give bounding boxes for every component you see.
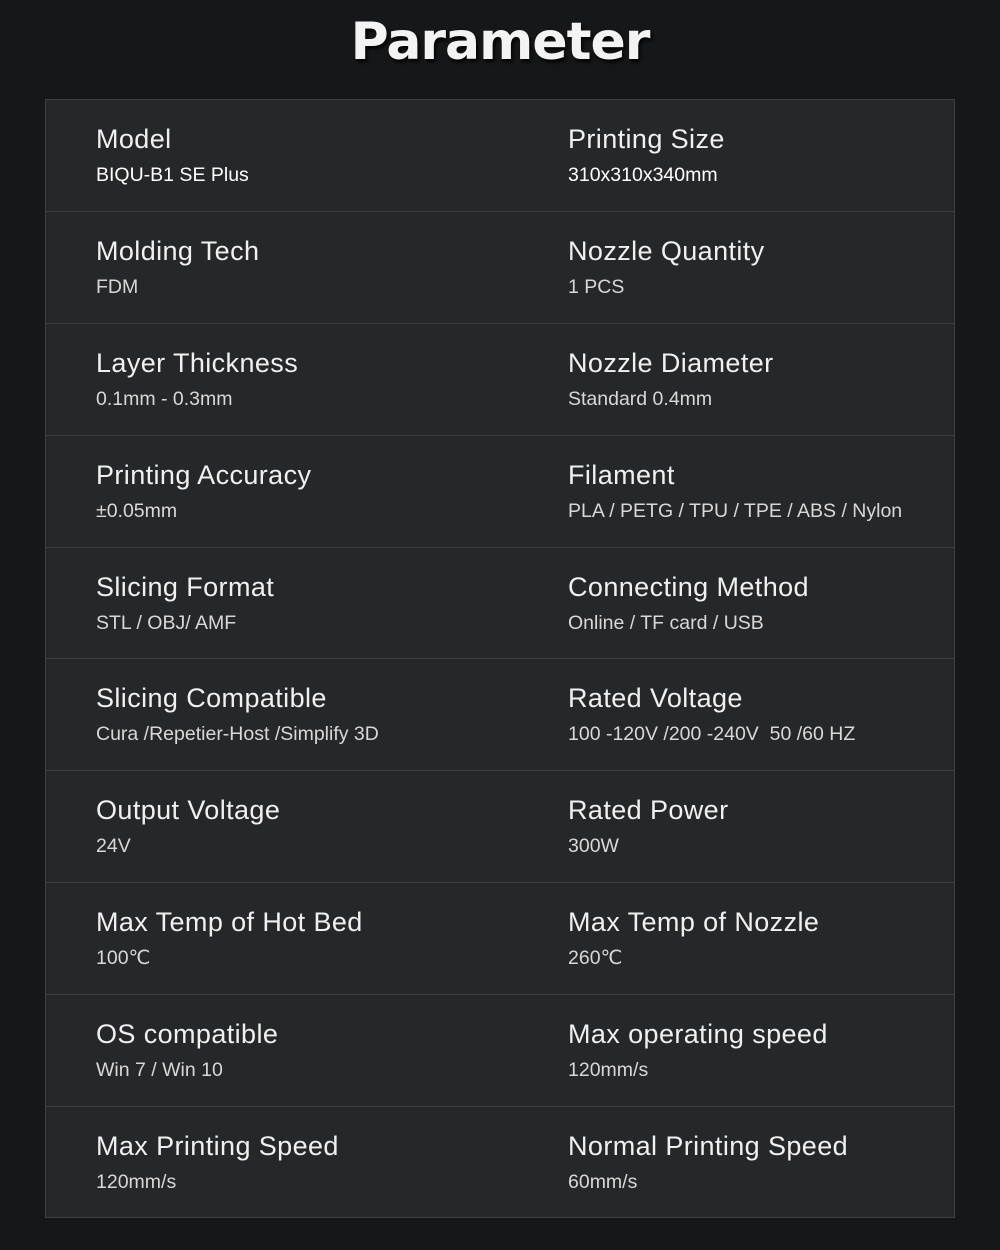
spec-row bbox=[46, 324, 954, 436]
spec-item-max-temp-hot-bed bbox=[96, 883, 536, 994]
spec-item-filament bbox=[568, 436, 948, 547]
spec-value: ±0.05mm bbox=[96, 499, 178, 522]
spec-item-normal-printing-speed bbox=[568, 1107, 948, 1219]
spec-item-os-compatible bbox=[96, 995, 536, 1106]
spec-value: 120mm/s bbox=[568, 1059, 649, 1082]
spec-item-model bbox=[96, 100, 536, 211]
spec-value: 0.1mm - 0.3mm bbox=[96, 387, 233, 410]
spec-label: Printing Size bbox=[568, 124, 725, 154]
spec-value: 300W bbox=[568, 835, 619, 858]
spec-value: Win 7 / Win 10 bbox=[96, 1059, 223, 1082]
spec-item-layer-thickness bbox=[96, 324, 536, 435]
spec-value: 100℃ bbox=[96, 947, 151, 970]
spec-item-rated-power bbox=[568, 771, 948, 882]
spec-value: BIQU-B1 SE Plus bbox=[96, 164, 249, 186]
spec-label: Model bbox=[96, 124, 172, 154]
spec-row bbox=[46, 1107, 954, 1219]
spec-label: Normal Printing Speed bbox=[568, 1131, 849, 1162]
spec-row bbox=[46, 548, 954, 660]
spec-value: FDM bbox=[96, 275, 139, 298]
spec-row bbox=[46, 883, 954, 995]
spec-value: 24V bbox=[96, 835, 131, 858]
spec-item-max-operating-speed bbox=[568, 995, 948, 1106]
spec-item-nozzle-diameter bbox=[568, 324, 948, 435]
spec-item-slicing-format bbox=[96, 548, 536, 659]
spec-value: Online / TF card / USB bbox=[568, 611, 764, 634]
spec-label: Filament bbox=[568, 459, 675, 490]
spec-row bbox=[46, 771, 954, 883]
spec-item-output-voltage bbox=[96, 771, 536, 882]
spec-label: Max Temp of Hot Bed bbox=[96, 907, 363, 938]
spec-row bbox=[46, 659, 954, 771]
spec-item-printing-size bbox=[568, 100, 948, 211]
spec-value: 310x310x340mm bbox=[568, 164, 718, 186]
page-title: Parameter bbox=[350, 12, 650, 72]
spec-value: PLA / PETG / TPU / TPE / ABS / Nylon bbox=[568, 499, 903, 522]
spec-label: Slicing Compatible bbox=[96, 683, 327, 714]
spec-value: 60mm/s bbox=[568, 1171, 638, 1194]
spec-value: 1 PCS bbox=[568, 275, 625, 298]
spec-label: Slicing Format bbox=[96, 571, 275, 602]
spec-label: Layer Thickness bbox=[96, 347, 299, 378]
spec-item-rated-voltage bbox=[568, 659, 948, 770]
spec-item-printing-accuracy bbox=[96, 436, 536, 547]
spec-value: 120mm/s bbox=[96, 1171, 177, 1194]
spec-row bbox=[46, 100, 954, 212]
spec-label: Max operating speed bbox=[568, 1019, 828, 1050]
spec-value: Cura /Repetier-Host /Simplify 3D bbox=[96, 723, 379, 746]
spec-item-molding-tech bbox=[96, 212, 536, 323]
spec-row bbox=[46, 995, 954, 1107]
spec-label: OS compatible bbox=[96, 1019, 279, 1050]
spec-label: Max Temp of Nozzle bbox=[568, 907, 820, 938]
spec-item-max-temp-nozzle bbox=[568, 883, 948, 994]
spec-item-nozzle-quantity bbox=[568, 212, 948, 323]
spec-row bbox=[46, 212, 954, 324]
spec-item-max-printing-speed bbox=[96, 1107, 536, 1219]
spec-label: Output Voltage bbox=[96, 795, 281, 826]
spec-table bbox=[45, 99, 955, 1218]
spec-label: Molding Tech bbox=[96, 235, 260, 266]
spec-label: Rated Voltage bbox=[568, 683, 743, 714]
spec-value: Standard 0.4mm bbox=[568, 387, 713, 410]
spec-value: 260℃ bbox=[568, 947, 623, 970]
spec-value: STL / OBJ/ AMF bbox=[96, 611, 237, 634]
spec-item-connecting-method bbox=[568, 548, 948, 659]
spec-label: Printing Accuracy bbox=[96, 459, 312, 490]
spec-row bbox=[46, 436, 954, 548]
spec-label: Rated Power bbox=[568, 795, 729, 826]
spec-value: 100 -120V /200 -240V 50 /60 HZ bbox=[568, 723, 856, 746]
spec-item-slicing-compatible bbox=[96, 659, 536, 770]
spec-label: Nozzle Diameter bbox=[568, 347, 774, 378]
spec-label: Connecting Method bbox=[568, 571, 809, 602]
spec-label: Max Printing Speed bbox=[96, 1131, 339, 1162]
spec-label: Nozzle Quantity bbox=[568, 235, 765, 266]
